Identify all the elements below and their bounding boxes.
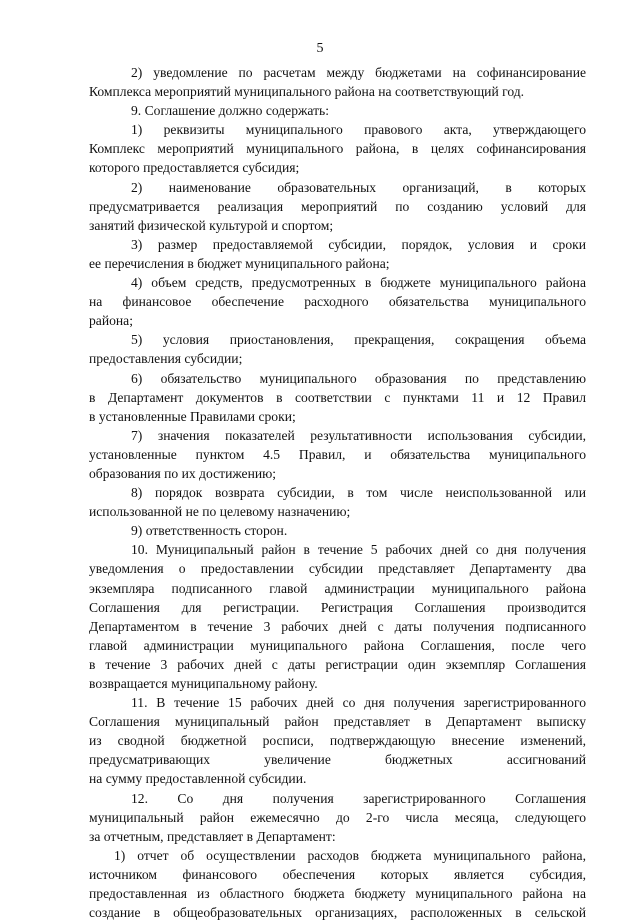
text-line: 5) условия приостановления, прекращения, сокращения объема xyxy=(131,332,586,348)
text-line: в установленные Правилами сроки; xyxy=(89,408,296,424)
text-line: 9. Соглашение должно содержать: xyxy=(131,103,329,119)
text-line: уведомления о предоставлении субсидии представляет Департаменту два xyxy=(89,561,586,577)
text-line: 9) ответственность сторон. xyxy=(131,523,288,539)
text-line: экземпляра подписанного главой администрации муниципального района xyxy=(89,580,586,596)
text-line: 8) порядок возврата субсидии, в том числе неиспользованной или xyxy=(131,485,586,501)
text-line: 1) отчет об осуществлении расходов бюджета муниципального района, xyxy=(114,847,586,863)
text-line: образования по их достижению; xyxy=(89,465,277,481)
text-line: 12. Со дня получения зарегистрированного Соглашения xyxy=(131,790,586,806)
text-line: из сводной бюджетной росписи, подтверждающую внесение изменений, xyxy=(89,733,586,749)
text-line: 3) размер предоставляемой субсидии, порядок, условия и сроки xyxy=(131,236,586,252)
text-line: Комплекса мероприятий муниципального района на соответствующий год. xyxy=(89,84,525,100)
text-line: в Департамент документов в соответствии с пунктами 11 и 12 Правил xyxy=(89,389,586,405)
text-line: за отчетным, представляет в Департамент: xyxy=(89,828,336,844)
text-line: 1) реквизиты муниципального правового акта, утверждающего xyxy=(131,122,586,138)
text-line: в течение 3 рабочих дней с даты регистрации один экземпляр Соглашения xyxy=(89,656,586,672)
text-line: муниципальный район ежемесячно до 2-го числа месяца, следующего xyxy=(89,809,586,825)
page-number: 5 xyxy=(316,41,324,56)
text-line: Комплекс мероприятий муниципального района, в целях софинансирования xyxy=(89,141,586,157)
text-line: 6) обязательство муниципального образования по представлению xyxy=(131,370,586,386)
text-line: 2) наименование образовательных организаций, в которых xyxy=(131,179,586,195)
text-line: Департаментом в течение 3 рабочих дней с даты получения подписанного xyxy=(89,618,586,634)
text-line: которого предоставляется субсидия; xyxy=(89,160,300,176)
text-line: предусматривающих увеличение бюджетных ассигнований xyxy=(89,752,586,768)
text-line: главой администрации муниципального района Соглашения, после чего xyxy=(89,637,586,653)
text-line: установленные пунктом 4.5 Правил, и обязательства муниципального xyxy=(89,446,586,462)
text-line: возвращается муниципальному району. xyxy=(89,676,318,691)
text-line: 10. Муниципальный район в течение 5 рабочих дней со дня получения xyxy=(131,542,586,558)
text-line: Соглашения для регистрации. Регистрация Соглашения производится xyxy=(89,599,586,615)
text-line: предоставленная из областного бюджета бюджету муниципального района на xyxy=(89,886,586,902)
text-line: 11. В течение 15 рабочих дней со дня получения зарегистрированного xyxy=(131,695,586,711)
text-line: 7) значения показателей результативности использования субсидии, xyxy=(131,427,586,443)
text-line: 4) объем средств, предусмотренных в бюджете муниципального района xyxy=(131,275,586,291)
text-line: использованной не по целевому назначению; xyxy=(89,504,351,520)
text-line: источником финансового обеспечения которых является субсидия, xyxy=(89,866,586,882)
text-line: Соглашения муниципальный район представляет в Департамент выписку xyxy=(89,714,586,730)
text-line: предусматривается реализация мероприятий по созданию условий для xyxy=(89,198,586,214)
text-line: предоставления субсидии; xyxy=(89,351,243,367)
text-line: района; xyxy=(89,313,133,329)
document-body xyxy=(89,63,586,922)
text-line: на финансовое обеспечение расходного обязательства муниципального xyxy=(89,294,586,310)
text-line: создание в общеобразовательных организациях, расположенных в сельской xyxy=(89,905,586,921)
text-line: 2) уведомление по расчетам между бюджетами на софинансирование xyxy=(131,65,586,80)
text-line: занятий физической культурой и спортом; xyxy=(89,217,334,233)
text-line: на сумму предоставленной субсидии. xyxy=(89,771,307,787)
text-line: ее перечисления в бюджет муниципального района; xyxy=(89,255,390,271)
